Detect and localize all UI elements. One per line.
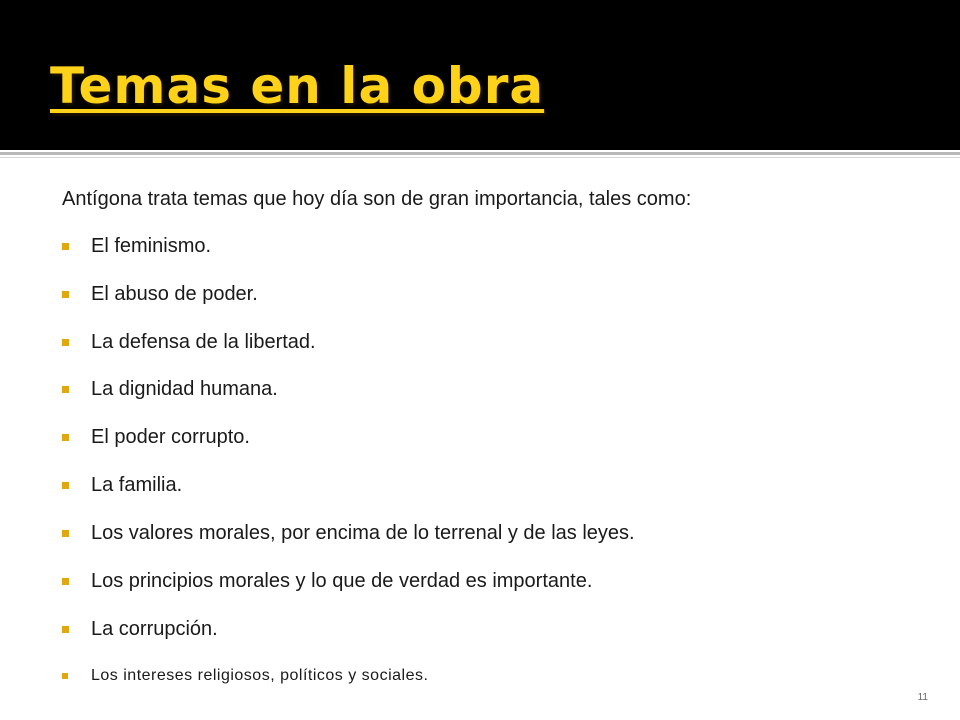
bullet-text: La familia. [91,474,183,496]
bullet-text: Los principios morales y lo que de verdad es importante. [91,570,593,592]
square-bullet-icon [62,386,69,393]
bullet-text: Los intereses religiosos, políticos y sociales. [91,667,429,684]
square-bullet-icon [62,243,69,250]
bullet-text: Los valores morales, por encima de lo terrenal y de las leyes. [91,522,635,544]
square-bullet-icon [62,434,69,441]
square-bullet-icon [62,626,69,633]
bullet-text: El feminismo. [91,235,212,257]
slide-title: Temas en la obra [50,57,545,115]
square-bullet-icon [62,291,69,298]
square-bullet-icon [62,530,69,537]
bullet-text: El poder corrupto. [91,426,250,448]
bullet-text: La dignidad humana. [91,378,278,400]
bullet-text: La defensa de la libertad. [91,331,316,353]
square-bullet-icon [62,482,69,489]
square-bullet-icon [62,578,69,585]
square-bullet-icon [62,673,68,679]
square-bullet-icon [62,339,69,346]
intro-text: Antígona trata temas que hoy día son de gran importancia, tales como: [62,188,692,210]
bullet-text: El abuso de poder. [91,283,258,305]
page-number: 11 [917,692,928,703]
bullet-text: La corrupción. [91,618,218,640]
